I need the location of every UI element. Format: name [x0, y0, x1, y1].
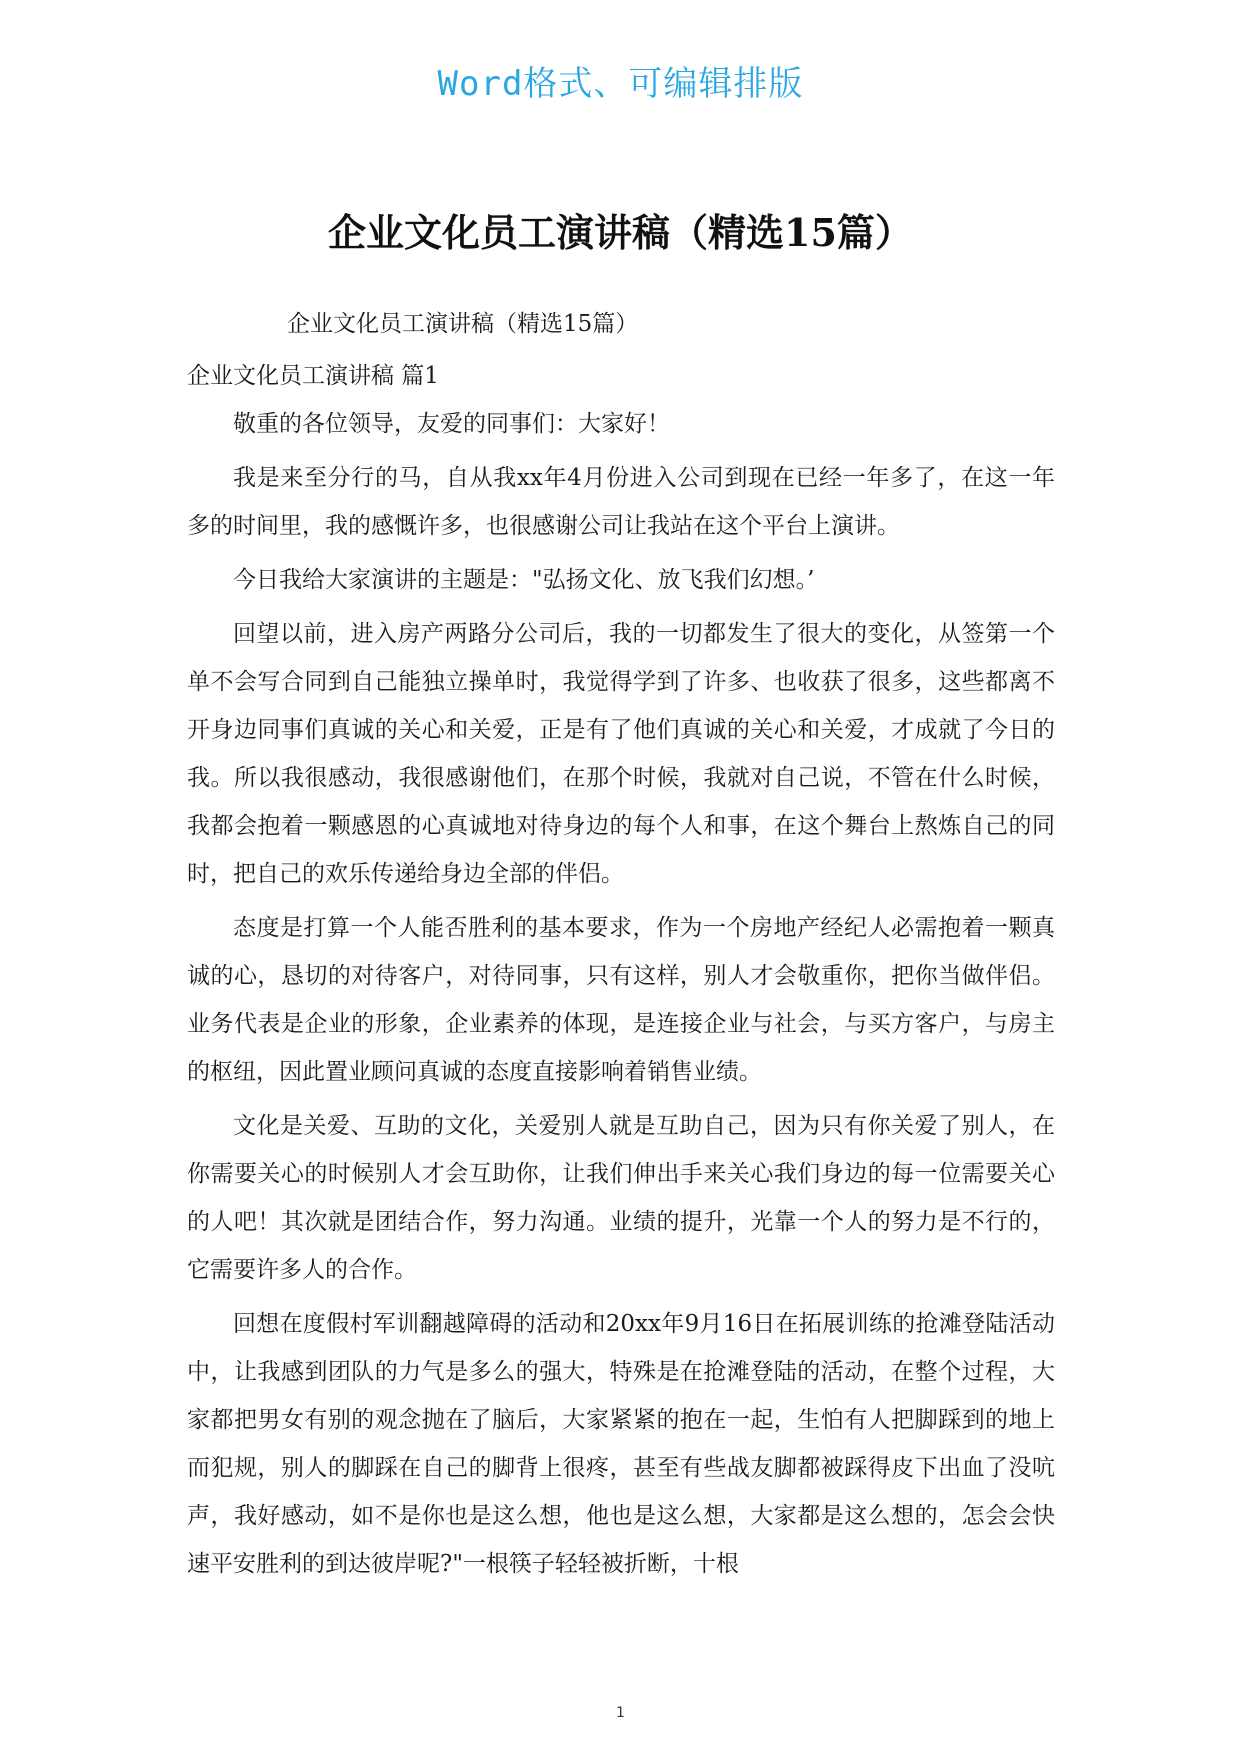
paragraph: 我是来至分行的马，自从我xx年4月份进入公司到现在已经一年多了，在这一年多的时间里，我的感慨许多，也很感谢公司让我站在这个平台上演讲。: [187, 465, 1055, 539]
paragraph: 敬重的各位领导，友爱的同事们：大家好！: [233, 411, 670, 437]
page-number: 1: [616, 1705, 625, 1721]
paragraph: 回想在度假村军训翻越障碍的活动和20xx年9月16日在拓展训练的抢滩登陆活动中，让我感到团队的力气是多么的强大，特殊是在抢滩登陆的活动，在整个过程，大家都把男女有别的观念抛在了脑后，大家紧紧的抱在一起，生怕有人把脚踩到的地上而犯规，别人的脚踩在自己的脚背上很疼，甚至有些战友脚都被踩得皮下出血了没吭声，我好感动，如不是你也是这么想，他也是这么想，大家都是这么想的，怎会会快速平安胜利的到达彼岸呢?"一根筷子轻轻被折断，十根: [187, 1311, 1055, 1577]
paragraph: 回望以前，进入房产两路分公司后，我的一切都发生了很大的变化，从签第一个单不会写合同到自己能独立操单时，我觉得学到了许多、也收获了很多，这些都离不开身边同事们真诚的关心和关爱，正是有了他们真诚的关心和关爱，才成就了今日的我。所以我很感动，我很感谢他们，在那个时候，我就对自己说，不管在什么时候，我都会抱着一颗感恩的心真诚地对待身边的每个人和事，在这个舞台上熬炼自己的同时，把自己的欢乐传递给身边全部的伴侣。: [187, 621, 1055, 887]
paragraph: 态度是打算一个人能否胜利的基本要求，作为一个房地产经纪人必需抱着一颗真诚的心，恳切的对待客户，对待同事，只有这样，别人才会敬重你，把你当做伴侣。业务代表是企业的形象，企业素养的体现，是连接企业与社会，与买方客户，与房主的枢纽，因此置业顾问真诚的态度直接影响着销售业绩。: [187, 915, 1055, 1085]
paragraph: 文化是关爱、互助的文化，关爱别人就是互助自己，因为只有你关爱了别人，在你需要关心的时候别人才会互助你，让我们伸出手来关心我们身边的每一位需要关心的人吧！其次就是团结合作，努力沟通。业绩的提升，光靠一个人的努力是不行的，它需要许多人的合作。: [187, 1113, 1055, 1283]
paragraph: 今日我给大家演讲的主题是："弘扬文化、放飞我们幻想。’: [233, 567, 815, 593]
document-body: [187, 300, 1055, 1594]
watermark-banner: Word格式、可编辑排版: [437, 64, 804, 104]
section-heading: 企业文化员工演讲稿 篇1: [187, 363, 439, 389]
document-subtitle: 企业文化员工演讲稿（精选15篇）: [287, 311, 639, 337]
document-title: 企业文化员工演讲稿（精选15篇）: [328, 210, 913, 255]
